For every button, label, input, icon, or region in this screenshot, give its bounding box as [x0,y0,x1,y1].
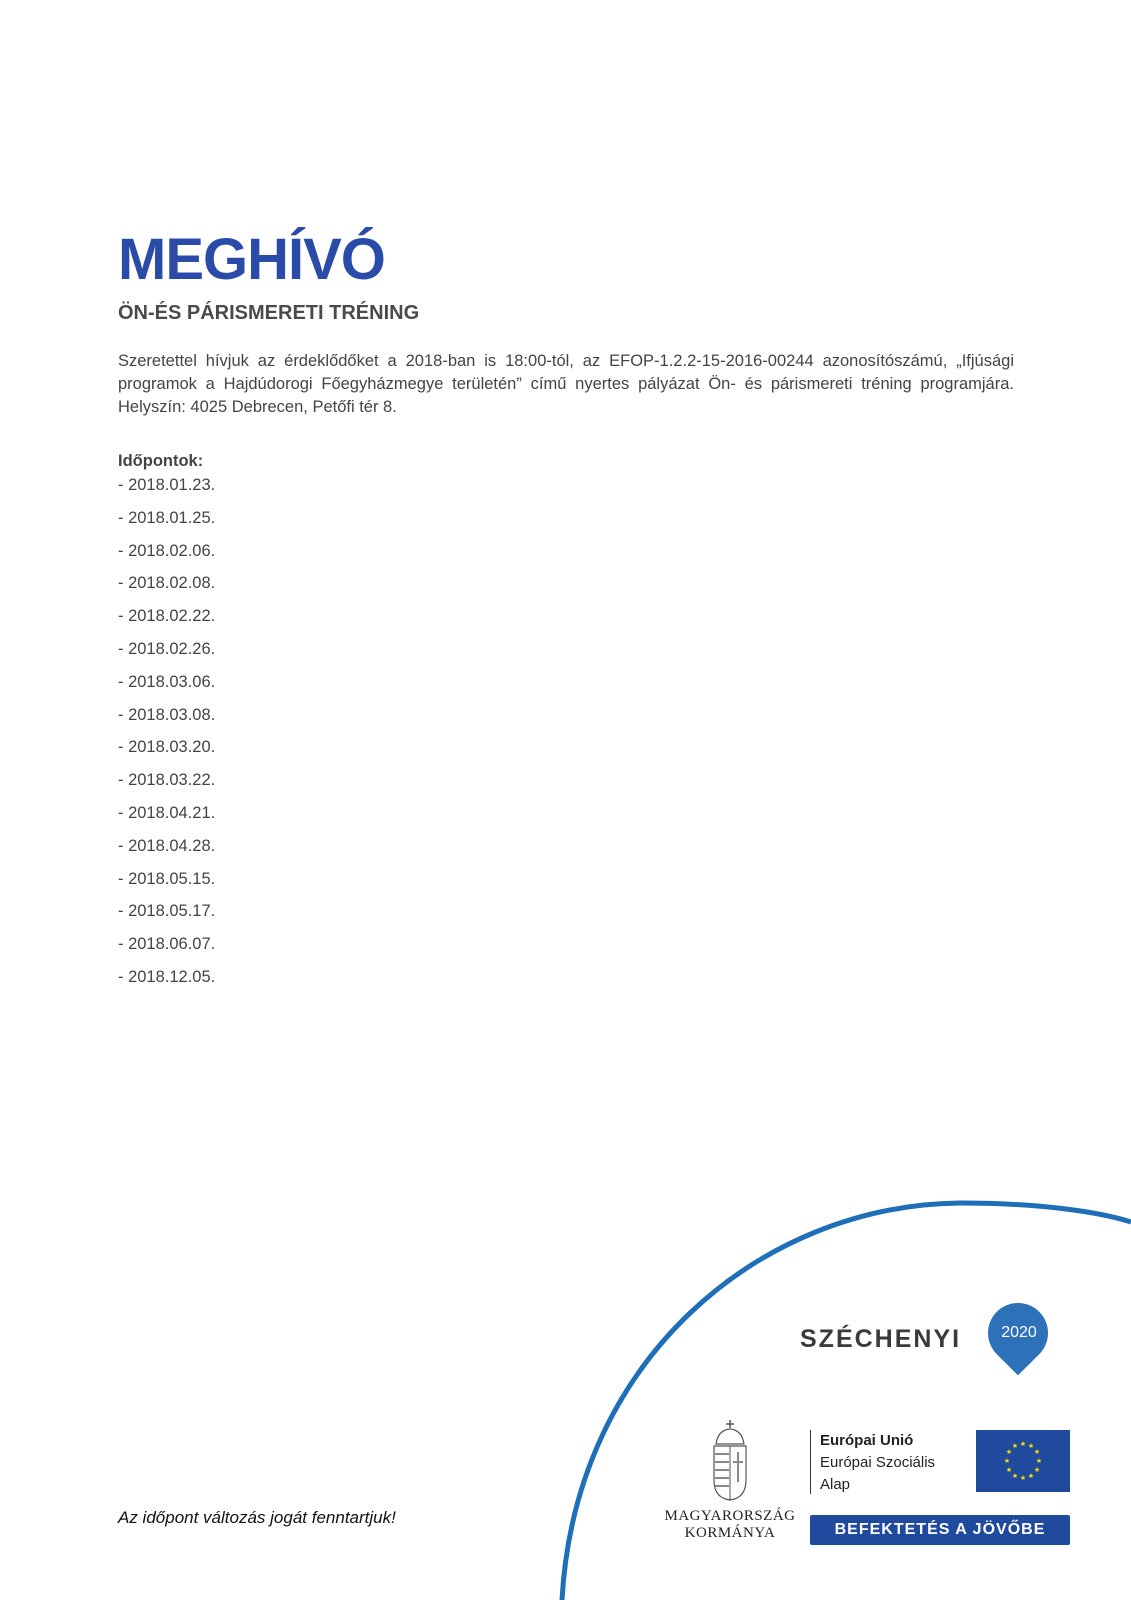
svg-text:★: ★ [1027,1472,1035,1480]
date-item: - 2018.04.28. [118,836,216,855]
date-item: - 2018.06.07. [118,935,216,954]
hungarian-government-logo-text [660,1508,800,1542]
svg-text:★: ★ [1035,1457,1043,1465]
eu-fund-line-2: Alap [820,1476,851,1493]
date-item: - 2018.03.08. [118,705,216,724]
gov-line-1: MAGYARORSZÁG [664,1508,796,1524]
page-title: MEGHÍVÓ [118,227,385,292]
date-item: - 2018.02.22. [118,607,216,626]
svg-text:★: ★ [1033,1448,1041,1456]
invest-in-future-banner: BEFEKTETÉS A JÖVŐBE [810,1515,1070,1545]
eu-title: Európai Unió [820,1432,914,1449]
hungarian-coat-of-arms-icon [710,1418,750,1503]
szechenyi-year: 2020 [1001,1324,1037,1341]
date-item: - 2018.02.26. [118,639,216,658]
eu-fund-line-1: Európai Szociális [820,1454,936,1471]
eu-logo-text [820,1430,935,1496]
svg-text:★: ★ [1011,1472,1019,1480]
date-item: - 2018.01.25. [118,508,216,527]
date-item: - 2018.05.17. [118,902,216,921]
eu-flag-icon [976,1430,1070,1492]
dates-list [118,476,215,1001]
date-item: - 2018.03.20. [118,738,216,757]
svg-text:★: ★ [1005,1448,1013,1456]
date-item: - 2018.03.22. [118,771,216,790]
svg-text:★: ★ [1011,1442,1019,1450]
svg-text:★: ★ [1019,1474,1027,1482]
gov-line-2: KORMÁNYA [684,1525,776,1541]
date-item: - 2018.02.08. [118,574,216,593]
date-item: - 2018.03.06. [118,672,216,691]
page-subtitle: ÖN-ÉS PÁRISMERETI TRÉNING [118,302,420,324]
svg-text:★: ★ [1027,1442,1035,1450]
svg-text:★: ★ [1003,1457,1011,1465]
date-item: - 2018.04.21. [118,803,216,822]
date-item: - 2018.02.06. [118,541,216,560]
svg-text:★: ★ [1033,1466,1041,1474]
dates-heading: Időpontok: [118,452,204,470]
divider [810,1430,811,1494]
szechenyi-logo-text: SZÉCHENYI [800,1325,962,1353]
date-item: - 2018.12.05. [118,967,216,986]
date-item: - 2018.05.15. [118,869,216,888]
invitation-text: Szeretettel hívjuk az érdeklődőket a 2018-ban is 18:00-tól, az EFOP-1.2.2-15-2016-00244 azonosítószámú, „Ifjúsági programok a Hajdúdorogi Főegyházmegye területén” című nyertes pályázat Ön- és párismereti tréning programjára. Helyszín: 4025 Debrecen, Petőfi tér 8. [118,352,1014,416]
date-item: - 2018.01.23. [118,476,216,494]
disclaimer-note: Az időpont változás jogát fenntartjuk! [118,1508,396,1527]
svg-text:★: ★ [1019,1440,1027,1448]
svg-text:★: ★ [1005,1466,1013,1474]
